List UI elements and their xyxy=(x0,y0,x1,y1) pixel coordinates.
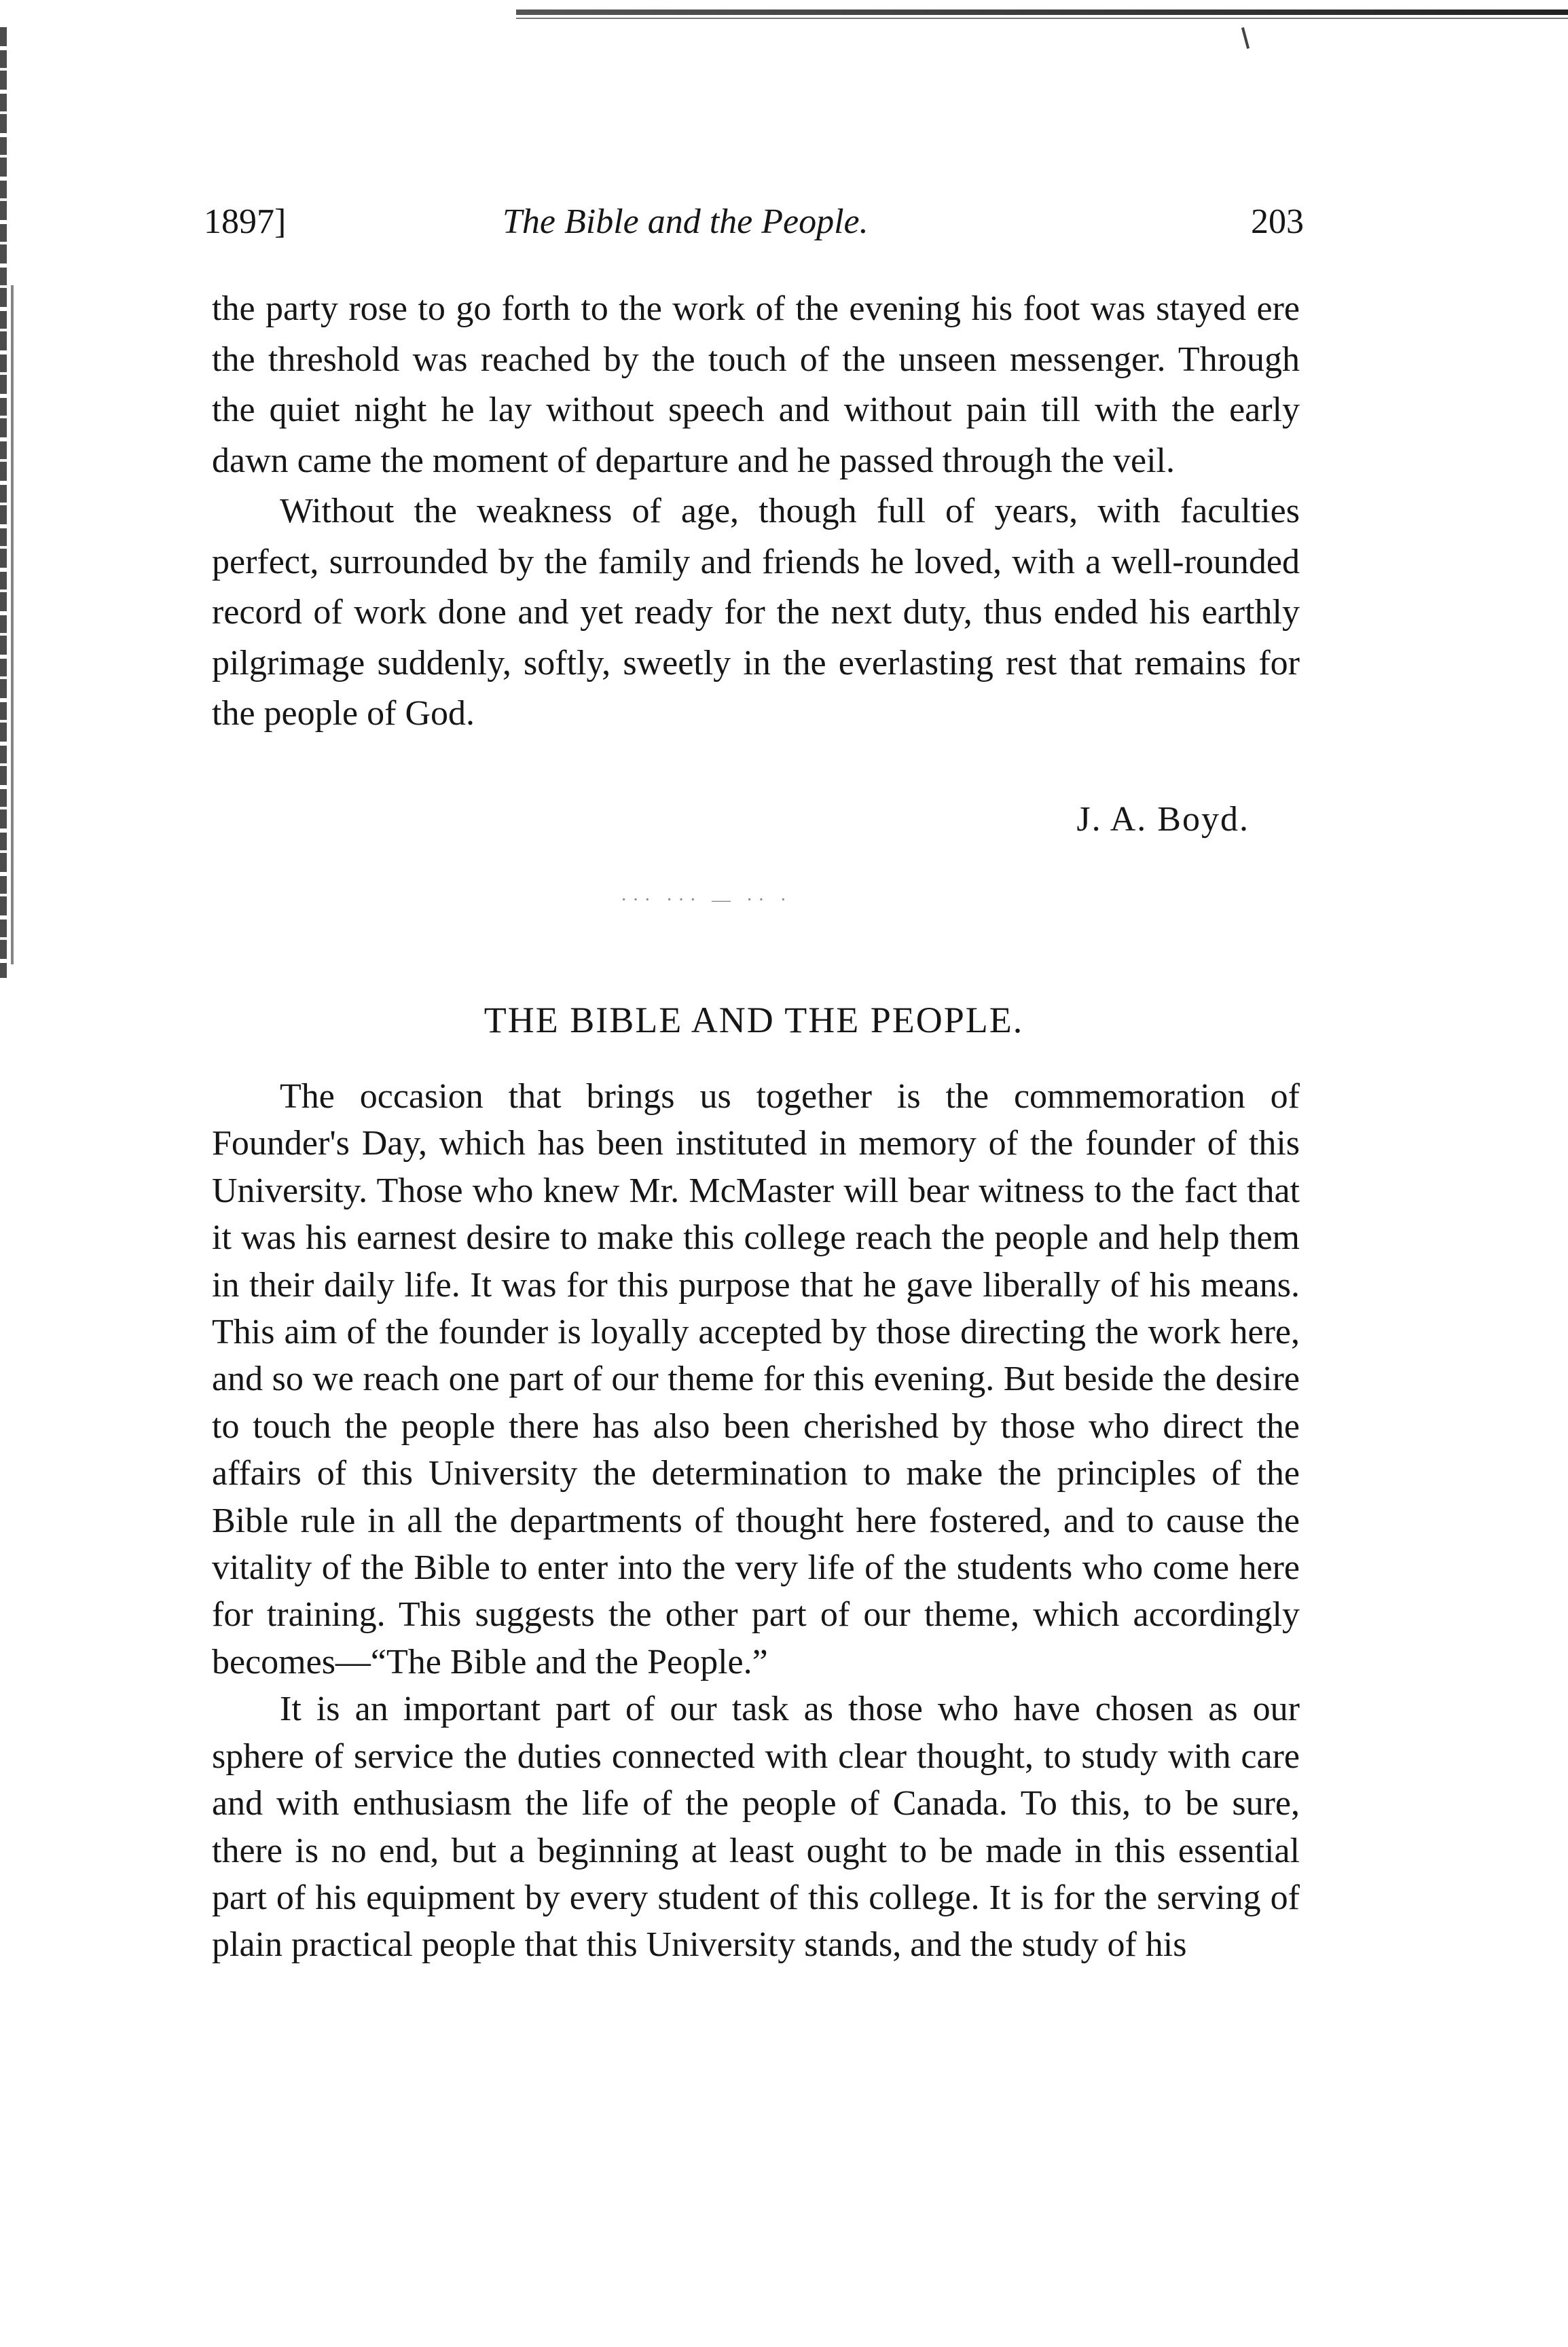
top-rule-thin xyxy=(516,18,1568,19)
top-rule xyxy=(516,10,1568,15)
page-number: 203 xyxy=(1251,202,1304,241)
page-binding-shadow xyxy=(11,285,14,964)
scan-mark xyxy=(1241,27,1250,49)
running-head-year: 1897] xyxy=(204,202,287,241)
article-body xyxy=(212,1073,1300,1969)
obituary-text xyxy=(212,284,1300,740)
obituary-paragraph: the party rose to go forth to the work of the evening his foot was stayed ere the threshold was reached by the touch of the unseen messenger. Through the quiet night he lay without speech and without pain till with the early dawn came the moment of departure and he passed through the veil. xyxy=(212,289,1300,480)
running-head xyxy=(204,198,1304,246)
article-title: THE BIBLE AND THE PEOPLE. xyxy=(484,1000,1024,1040)
obituary-paragraph: Without the weakness of age, though full of years, with faculties perfect, surrounded by the family and friends he loved, with a well-rounded record of work done and yet ready for the next duty, thus ended his earthly pilgrimage suddenly, softly, sweetly in the everlasting rest that remains for the people of God. xyxy=(212,492,1300,733)
author-signature: J. A. Boyd. xyxy=(1076,800,1250,839)
running-head-title: The Bible and the People. xyxy=(503,202,869,241)
article-paragraph: It is an important part of our task as those who have chosen as our sphere of service the duties connected with clear thought, to study with care and with enthusiasm the life of the people of Canada. To this, to be sure, there is no end, but a beginning at least ought to be made in this essential part of his equipment by every student of this college. It is for the serving of plain practical people that this University stands, and the study of his xyxy=(212,1690,1300,1965)
section-separator: ··· ··· — ·· · xyxy=(621,890,792,911)
page-binding-edge xyxy=(0,27,7,978)
article-paragraph: The occasion that brings us together is the commemoration of Founder's Day, which has been instituted in memory of the founder of this University. Those who knew Mr. McMaster will bear witness to the fact that it was his earnest desire to make this college reach the people and help them in their daily life. It was for this purpose that he gave liberally of his means. This aim of the founder is loyally accepted by those directing the work here, and so we reach one part of our theme for this evening. But beside the desire to touch the people there has also been cherished by those who direct the affairs of this University the determination to make the principles of the Bible rule in all the departments of thought here fostered, and to cause the vitality of the Bible to enter into the very life of the students who come here for training. This suggests the other part of our theme, which accordingly becomes—“The Bible and the People.” xyxy=(212,1077,1300,1681)
